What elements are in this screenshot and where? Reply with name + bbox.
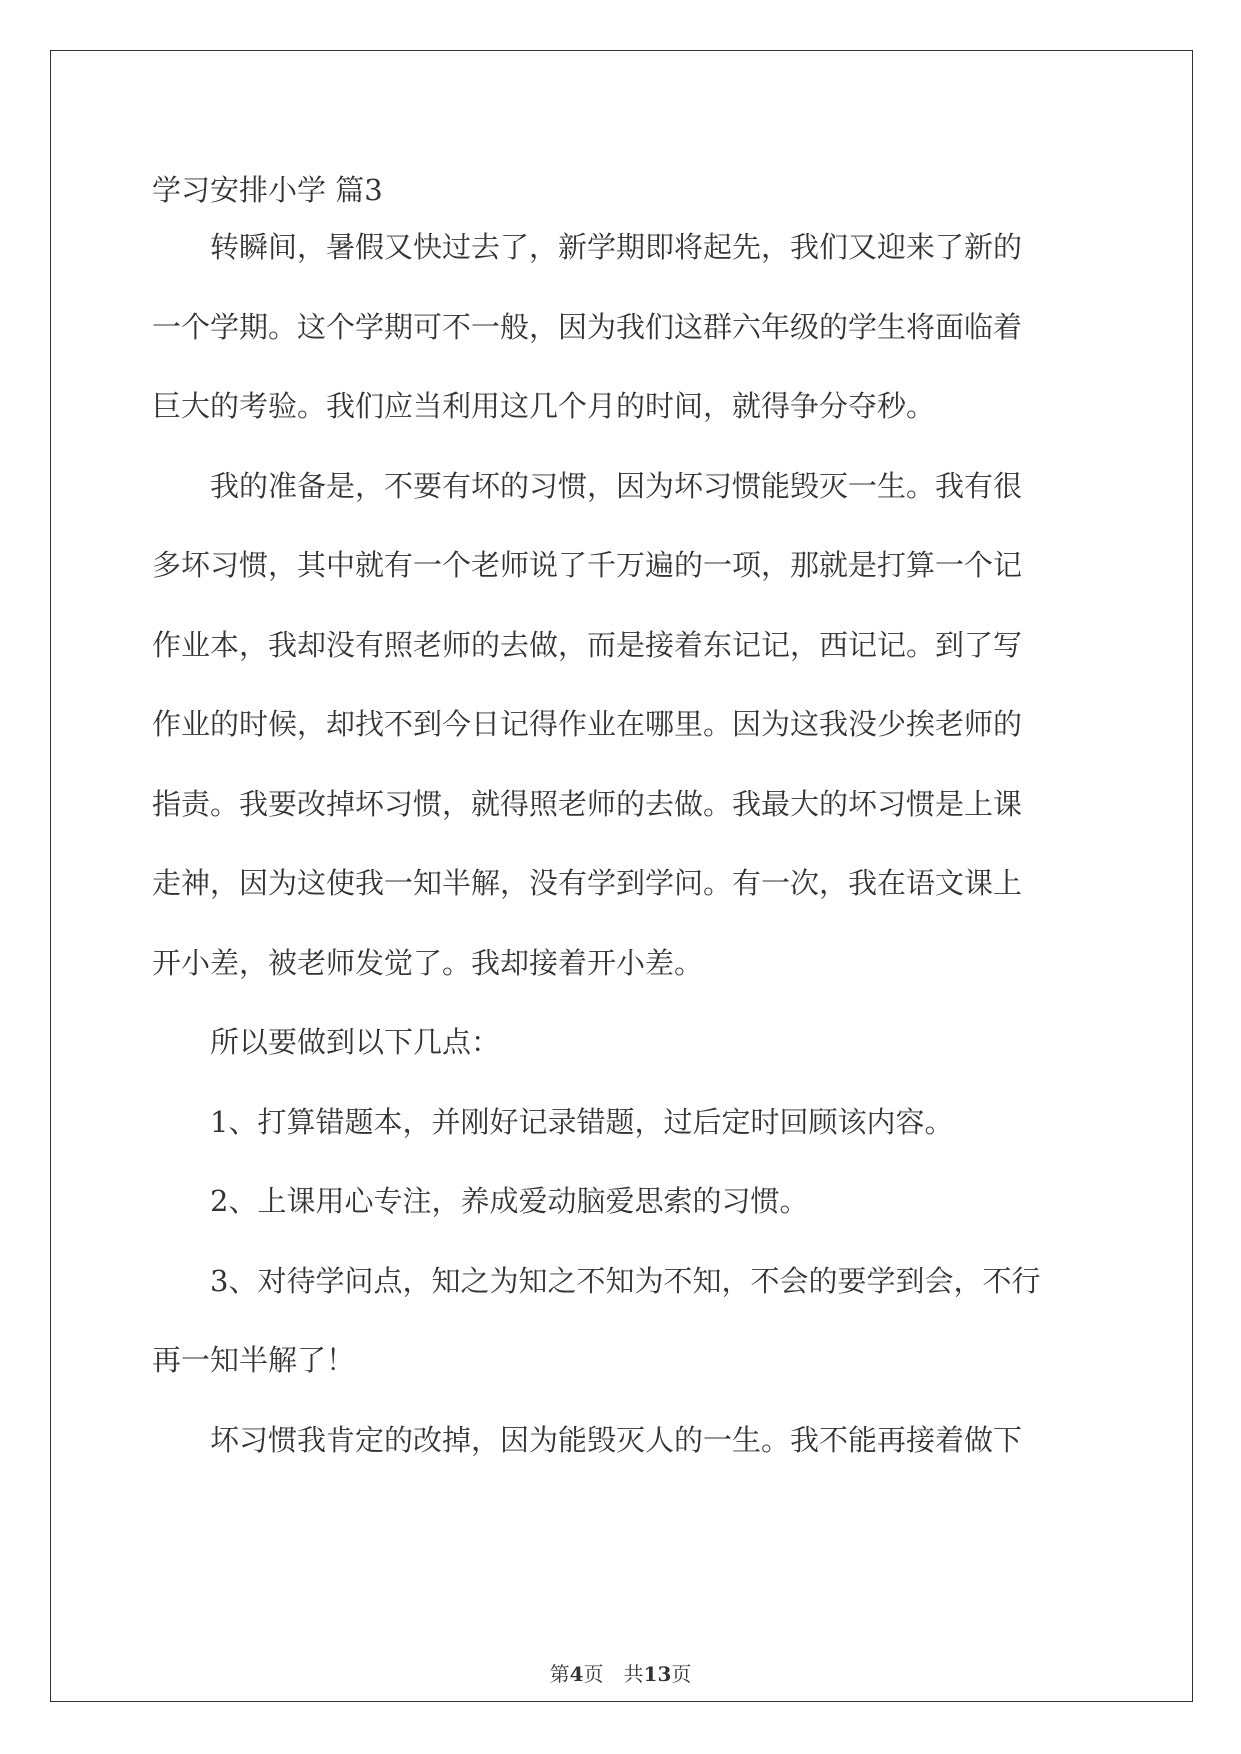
body-line: 指责。我要改掉坏习惯，就得照老师的去做。我最大的坏习惯是上课 <box>152 786 1023 821</box>
page-footer <box>0 1661 1241 1687</box>
body-line: 一个学期。这个学期可不一般，因为我们这群六年级的学生将面临着 <box>152 309 1023 344</box>
body-line: 2、上课用心专注，养成爱动脑爱思索的习惯。 <box>152 1184 809 1218</box>
body-line: 巨大的考验。我们应当利用这几个月的时间，就得争分夺秒。 <box>152 389 936 423</box>
body-line: 开小差，被老师发觉了。我却接着开小差。 <box>152 945 704 980</box>
body-line: 所以要做到以下几点： <box>152 1025 501 1059</box>
body-line: 3、对待学问点，知之为知之不知为不知，不会的要学到会，不行 <box>152 1263 1041 1298</box>
body-line: 再一知半解了！ <box>152 1343 356 1377</box>
body-line: 作业本，我却没有照老师的去做，而是接着东记记，西记记。到了写 <box>152 627 1023 662</box>
footer-prefix: 第 <box>549 1662 570 1686</box>
body-line: 我的准备是，不要有坏的习惯，因为坏习惯能毁灭一生。我有很 <box>152 468 1023 503</box>
body-line: 走神，因为这使我一知半解，没有学到学问。有一次，我在语文课上 <box>152 866 1023 900</box>
body-line: 多坏习惯，其中就有一个老师说了千万遍的一项，那就是打算一个记 <box>152 548 1023 582</box>
body-line: 作业的时候，却找不到今日记得作业在哪里。因为这我没少挨老师的 <box>152 707 1023 741</box>
footer-page-number: 4 <box>569 1662 584 1686</box>
body-line: 转瞬间，暑假又快过去了，新学期即将起先，我们又迎来了新的 <box>152 230 1023 264</box>
footer-mid: 页 共 <box>583 1662 644 1686</box>
footer-total-pages: 13 <box>643 1662 672 1686</box>
footer-suffix: 页 <box>671 1662 692 1686</box>
document-body <box>152 208 1087 1480</box>
body-line: 1、打算错题本，并刚好记录错题，过后定时回顾该内容。 <box>152 1104 954 1139</box>
body-line: 坏习惯我肯定的改掉，因为能毁灭人的一生。我不能再接着做下 <box>152 1422 1023 1457</box>
document-title: 学习安排小学 篇3 <box>152 173 383 207</box>
